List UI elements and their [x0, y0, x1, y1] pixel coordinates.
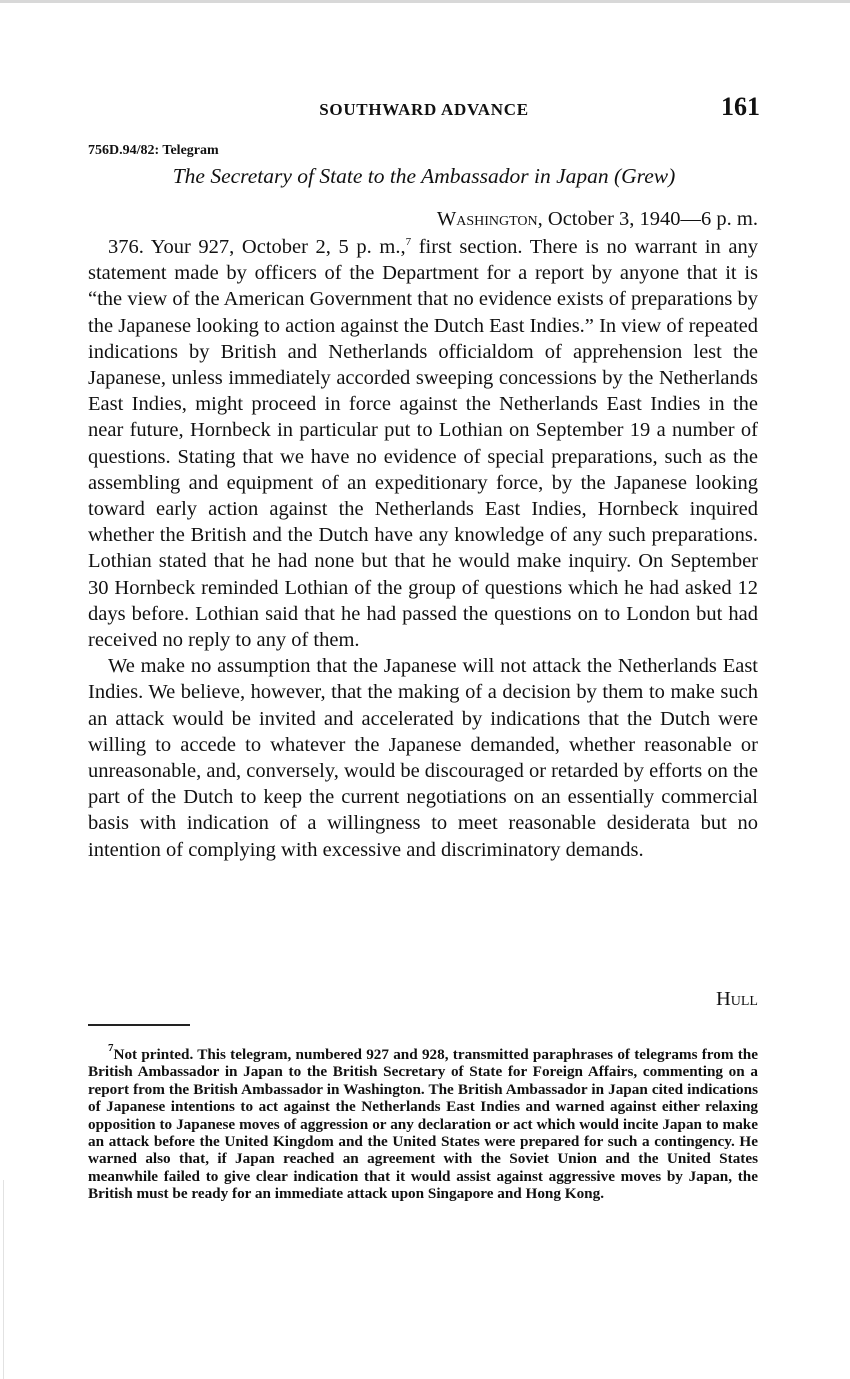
paragraph-1-start: 376. Your 927, October 2, 5 p. m.,	[108, 236, 406, 258]
signature: Hull	[715, 988, 758, 1010]
paragraph-1	[88, 234, 758, 653]
document-title: The Secretary of State to the Ambassador in Japan (Grew)	[172, 164, 676, 188]
dateline	[437, 208, 758, 231]
paragraph-2: We make no assumption that the Japanese will not attack the Netherlands East Indies. We believe, however, that the making of a decision by them to make such an attack would be invited and accelerated by indications that the Dutch were willing to accede to whatever the Japanese demanded, whether reasonable or unreasonable, and, conversely, would be discouraged or retarded by efforts on the part of the Dutch to keep the current negotiations on an essentially commercial basis with indication of a willingness to meet reasonable desiderata but no intention of complying with excessive and discriminatory demands.	[88, 655, 759, 861]
page-header	[88, 92, 760, 126]
dateline-date: , October 3, 1940—6 p. m.	[537, 208, 758, 230]
footnote-marker: 7	[108, 1042, 114, 1054]
file-reference: 756D.94/82: Telegram	[88, 143, 219, 158]
footnote-text: Not printed. This telegram, numbered 927 and 928, transmitted paraphrases of telegrams from the British Ambassador in Japan to the British Secretary of State for Foreign Affairs, commenting on a report from the British Ambassador in Washington. The British Ambassador in Japan cited indications of Japanese intentions to act against the Netherlands East Indies and warned against either relaxing opposition to Japanese moves of aggression or any declaration or act which would incite Japan to make an attack before the United Kingdom and the United States were prepared for such a contingency. He warned also that, if Japan reached an agreement with the Soviet Union and the United States meanwhile failed to give clear indication that it would assist against aggressive moves by Japan, the British must be ready for an immediate attack upon Singapore and Hong Kong.	[88, 1046, 758, 1203]
footnote-divider	[88, 1024, 190, 1026]
running-head: SOUTHWARD ADVANCE	[319, 100, 529, 119]
footnote	[88, 1042, 758, 1203]
page-number: 161	[721, 92, 760, 121]
scan-top-edge	[0, 0, 850, 3]
dateline-place: Washington	[436, 208, 538, 230]
scan-left-edge	[3, 1180, 4, 1379]
paragraph-1-rest: first section. There is no warrant in any statement made by officers of the Department for a report by anyone that it is “the view of the American Government that no evidence exists of preparations by the Japanese looking to action against the Dutch East Indies.” In view of repeated indications by British and Netherlands officialdom of apprehension lest the Japanese, unless immediately accorded sweeping concessions by the Netherlands East Indies, might proceed in force against the Netherlands East Indies in the near future, Hornbeck in particular put to Lothian on September 19 a number of questions. Stating that we have no evidence of special preparations, such as the assembling and equipment of an expeditionary force, by the Japanese looking toward early action against the Netherlands East Indies, Hornbeck inquired whether the British and the Dutch have any knowledge of any such preparations. Lothian stated that he had none but that he would make inquiry. On September 30 Hornbeck reminded Lothian of the group of questions which he had asked 12 days before. Lothian said that he had passed the questions on to London but had received no reply to any of them.	[88, 236, 758, 652]
footnote-reference: 7	[405, 236, 412, 248]
footnote-paragraph	[88, 1042, 758, 1203]
telegram-body	[88, 234, 758, 863]
